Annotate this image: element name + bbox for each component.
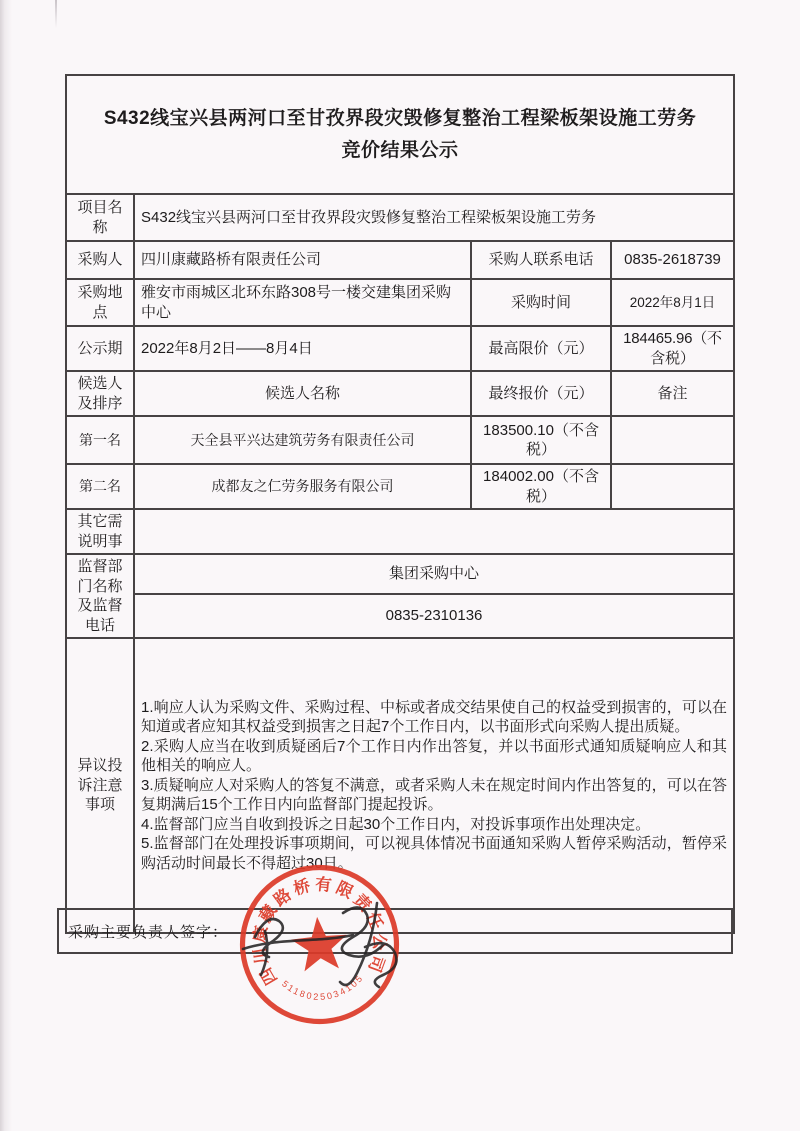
objection-item-4: 4.监督部门应当自收到投诉之日起30个工作日内，对投诉事项作出处理决定。 — [141, 815, 651, 833]
candidate-2-remark — [611, 464, 734, 509]
supervision-phone-row — [66, 594, 734, 638]
max-price-label: 最高限价（元） — [471, 326, 611, 371]
candidate-1-price: 183500.10（不含税） — [471, 416, 611, 464]
candidate-name-header: 候选人名称 — [134, 371, 471, 416]
signature-label: 采购主要负责人签字： — [68, 923, 229, 941]
handwritten-signature — [225, 885, 440, 1010]
purchaser-value: 四川康藏路桥有限责任公司 — [134, 241, 471, 279]
objection-item-1: 1.响应人认为采购文件、采购过程、中标或者成交结果使自己的权益受到损害的，可以在知道或者应知其权益受到损害之日起7个工作日内，以书面形式向采购人提出质疑。 — [141, 698, 728, 736]
seal-company-text: 四川康藏路桥有限责任公司 — [250, 875, 389, 988]
project-row — [66, 194, 734, 241]
supervision-dept-value: 集团采购中心 — [134, 554, 734, 594]
other-notes-label: 其它需说明事 — [66, 509, 134, 554]
publicity-row — [66, 326, 734, 371]
objection-item-5: 5.监督部门在处理投诉事项期间，可以视具体情况书面通知采购人暂停采购活动，暂停采购活动时间最长不得超过30日。 — [141, 835, 728, 872]
title-row — [66, 75, 734, 194]
purchase-time-value: 2022年8月1日 — [611, 279, 734, 326]
handwritten-signature-svg — [225, 885, 440, 1010]
candidate-1-name: 天全县平兴达建筑劳务有限责任公司 — [134, 416, 471, 464]
purchaser-row — [66, 241, 734, 279]
purchaser-phone-value: 0835-2618739 — [611, 241, 734, 279]
publicity-value: 2022年8月2日——8月4日 — [134, 326, 471, 371]
candidate-price-header: 最终报价（元） — [471, 371, 611, 416]
announcement-table — [65, 74, 735, 934]
supervision-dept-row — [66, 554, 734, 594]
candidate-remark-header: 备注 — [611, 371, 734, 416]
candidate-2-price: 184002.00（不含税） — [471, 464, 611, 509]
document-title-line2: 竞价结果公示 — [341, 139, 459, 161]
publicity-label: 公示期 — [66, 326, 134, 371]
purchaser-label: 采购人 — [66, 241, 134, 279]
document-title — [73, 103, 727, 166]
location-label: 采购地点 — [66, 279, 134, 326]
candidate-1-rank: 第一名 — [66, 416, 134, 464]
candidates-header-row — [66, 371, 734, 416]
other-notes-value — [134, 509, 734, 554]
candidate-row-1 — [66, 416, 734, 464]
title-cell — [66, 75, 734, 194]
candidate-1-remark — [611, 416, 734, 464]
purchase-time-label: 采购时间 — [471, 279, 611, 326]
seal-number-text: 5118025034105 — [280, 972, 366, 1002]
project-label: 项目名称 — [66, 194, 134, 241]
objection-item-2: 2.采购人应当在收到质疑函后7个工作日内作出答复，并以书面形式通知质疑响应人和其他相关的响应人。 — [141, 737, 728, 775]
supervision-phone-value: 0835-2310136 — [134, 594, 734, 638]
candidate-row-2 — [66, 464, 734, 509]
location-row — [66, 279, 734, 326]
objection-label: 异议投诉注意事项 — [66, 638, 134, 933]
location-value: 雅安市雨城区北环东路308号一楼交建集团采购中心 — [134, 279, 471, 326]
candidates-label: 候选人及排序 — [66, 371, 134, 416]
candidate-2-rank: 第二名 — [66, 464, 134, 509]
document-title-line1: S432线宝兴县两河口至甘孜界段灾毁修复整治工程梁板架设施工劳务 — [103, 108, 697, 130]
other-notes-row — [66, 509, 734, 554]
purchaser-phone-label: 采购人联系电话 — [471, 241, 611, 279]
objection-item-3: 3.质疑响应人对采购人的答复不满意，或者采购人未在规定时间内作出答复的，可以在答复期满后15个工作日内向监督部门提起投诉。 — [141, 776, 728, 814]
paper-edge-shadow — [0, 0, 12, 1131]
candidate-2-name: 成都友之仁劳务服务有限公司 — [134, 464, 471, 509]
paper-crease — [55, 0, 57, 28]
project-value: S432线宝兴县两河口至甘孜界段灾毁修复整治工程梁板架设施工劳务 — [134, 194, 734, 241]
supervision-label: 监督部门名称及监督电话 — [66, 554, 134, 638]
max-price-value: 184465.96（不含税） — [611, 326, 734, 371]
